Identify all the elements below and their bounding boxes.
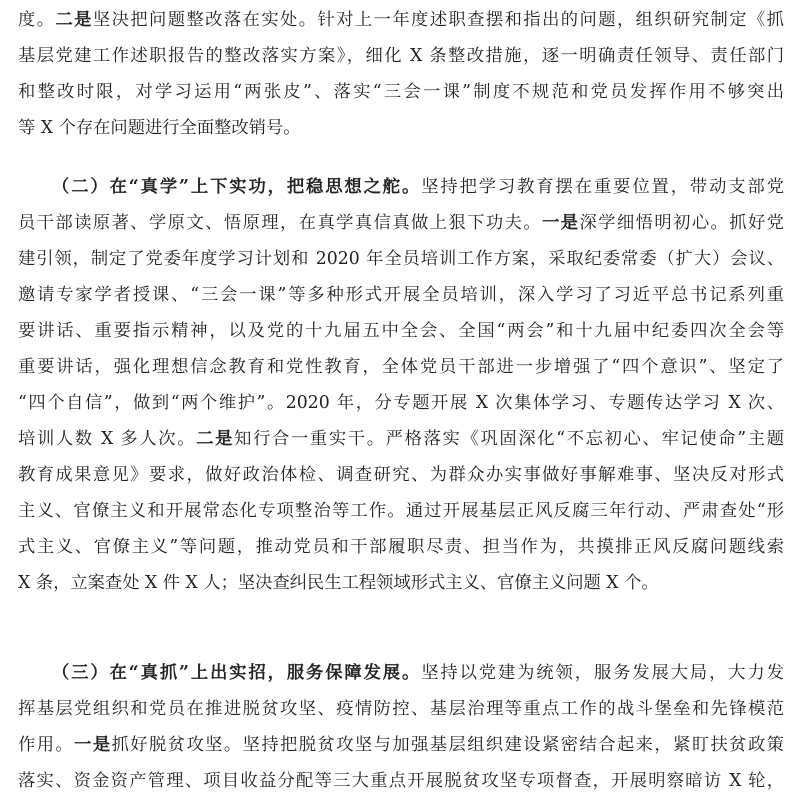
text-line — [18, 771, 784, 791]
text-segment: X 条，立案查处 X 件 X 人；坚决查纠民生工程领域形式主义、官僚主义问题 X 个。 — [18, 573, 659, 593]
text-segment: 度。 — [18, 10, 56, 30]
text-line — [18, 213, 784, 233]
text-segment: 要讲话、重要指示精神，以及党的十九届五中全会、全国“两会”和十九届中纪委四次全会等 — [18, 321, 784, 341]
text-segment: 培训人数 X 多人次。 — [18, 429, 197, 449]
text-line — [18, 118, 784, 138]
text-line — [18, 357, 784, 377]
text-segment: 式主义、官僚主义”等问题，推动党员和干部履职尽责、担当作为，共摸排正风反腐问题线索 — [18, 537, 784, 557]
text-line — [18, 573, 784, 593]
text-segment: 坚持以党建为统领，服务发展大局，大力发 — [421, 663, 784, 683]
bold-lead: 二是 — [196, 429, 235, 449]
text-segment: 坚决把问题整改落在实处。针对上一年度述职查摆和指出的问题，组织研究制定《抓 — [92, 10, 784, 30]
text-line — [18, 46, 784, 66]
text-segment: 抓好脱贫攻坚。坚持把脱贫攻坚与加强基层组织建设紧密结合起来，紧盯扶贫政策 — [111, 735, 784, 755]
text-segment: 邀请专家学者授课、“三会一课”等多种形式开展全员培训，深入学习了习近平总书记系列重 — [18, 285, 784, 305]
text-segment: “四个自信”，做到“两个维护”。2020 年，分专题开展 X 次集体学习、专题传达学习 X 次、 — [18, 393, 784, 413]
text-line — [18, 249, 784, 269]
text-segment: 等 X 个存在问题进行全面整改销号。 — [18, 118, 301, 138]
text-segment: 坚持把学习教育摆在重要位置，带动支部党 — [421, 177, 784, 197]
text-segment: 落实、资金资产管理、项目收益分配等三大重点开展脱贫攻坚专项督查，开展明察暗访 X 轮， — [18, 771, 784, 791]
text-segment: 深学细悟明初心。抓好党 — [579, 213, 784, 233]
text-line — [18, 735, 784, 755]
text-segment: 作用。 — [18, 735, 75, 755]
text-segment: 知行合一重实干。严格落实《巩固深化“不忘初心、牢记使命”主题 — [234, 429, 784, 449]
text-segment: 和整改时限，对学习运用“两张皮”、落实“三会一课”制度不规范和党员发挥作用不够突出 — [18, 82, 784, 102]
text-segment: 建引领，制定了党委年度学习计划和 2020 年全员培训工作方案，采取纪委常委（扩大）会议、 — [18, 249, 784, 269]
bold-lead: 二是 — [55, 10, 93, 30]
text-line — [18, 465, 784, 485]
paragraph-heading-line — [52, 177, 784, 197]
text-segment: 主义、官僚主义和开展常态化专项整治等工作。通过开展基层正风反腐三年行动、严肃查处“形 — [18, 501, 784, 521]
text-line — [18, 429, 784, 449]
bold-lead: 一是 — [74, 735, 112, 755]
text-line — [18, 699, 784, 719]
bold-lead: 一是 — [542, 213, 580, 233]
text-segment: 重要讲话，强化理想信念教育和党性教育，全体党员干部进一步增强了“四个意识”、坚定了 — [18, 357, 784, 377]
text-segment: 挥基层党组织和党员在推进脱贫攻坚、疫情防控、基层治理等重点工作的战斗堡垒和先锋模范 — [18, 699, 784, 719]
text-segment: 教育成果意见》要求，做好政治体检、调查研究、为群众办实事做好事解难事、坚决反对形式 — [18, 465, 784, 485]
text-segment: 基层党建工作述职报告的整改落实方案》，细化 X 条整改措施，逐一明确责任领导、责任部门 — [18, 46, 784, 66]
text-segment: 员干部读原著、学原文、悟原理，在真学真信真做上狠下功夫。 — [18, 213, 543, 233]
section-heading: （二）在“真学”上下实功，把稳思想之舵。 — [52, 177, 422, 197]
section-heading: （三）在“真抓”上出实招，服务保障发展。 — [52, 663, 422, 683]
paragraph-heading-line — [52, 663, 784, 683]
text-line — [18, 321, 784, 341]
text-line — [18, 393, 784, 413]
text-line — [18, 501, 784, 521]
text-line — [18, 10, 784, 30]
text-line — [18, 82, 784, 102]
text-line — [18, 285, 784, 305]
text-line — [18, 537, 784, 557]
